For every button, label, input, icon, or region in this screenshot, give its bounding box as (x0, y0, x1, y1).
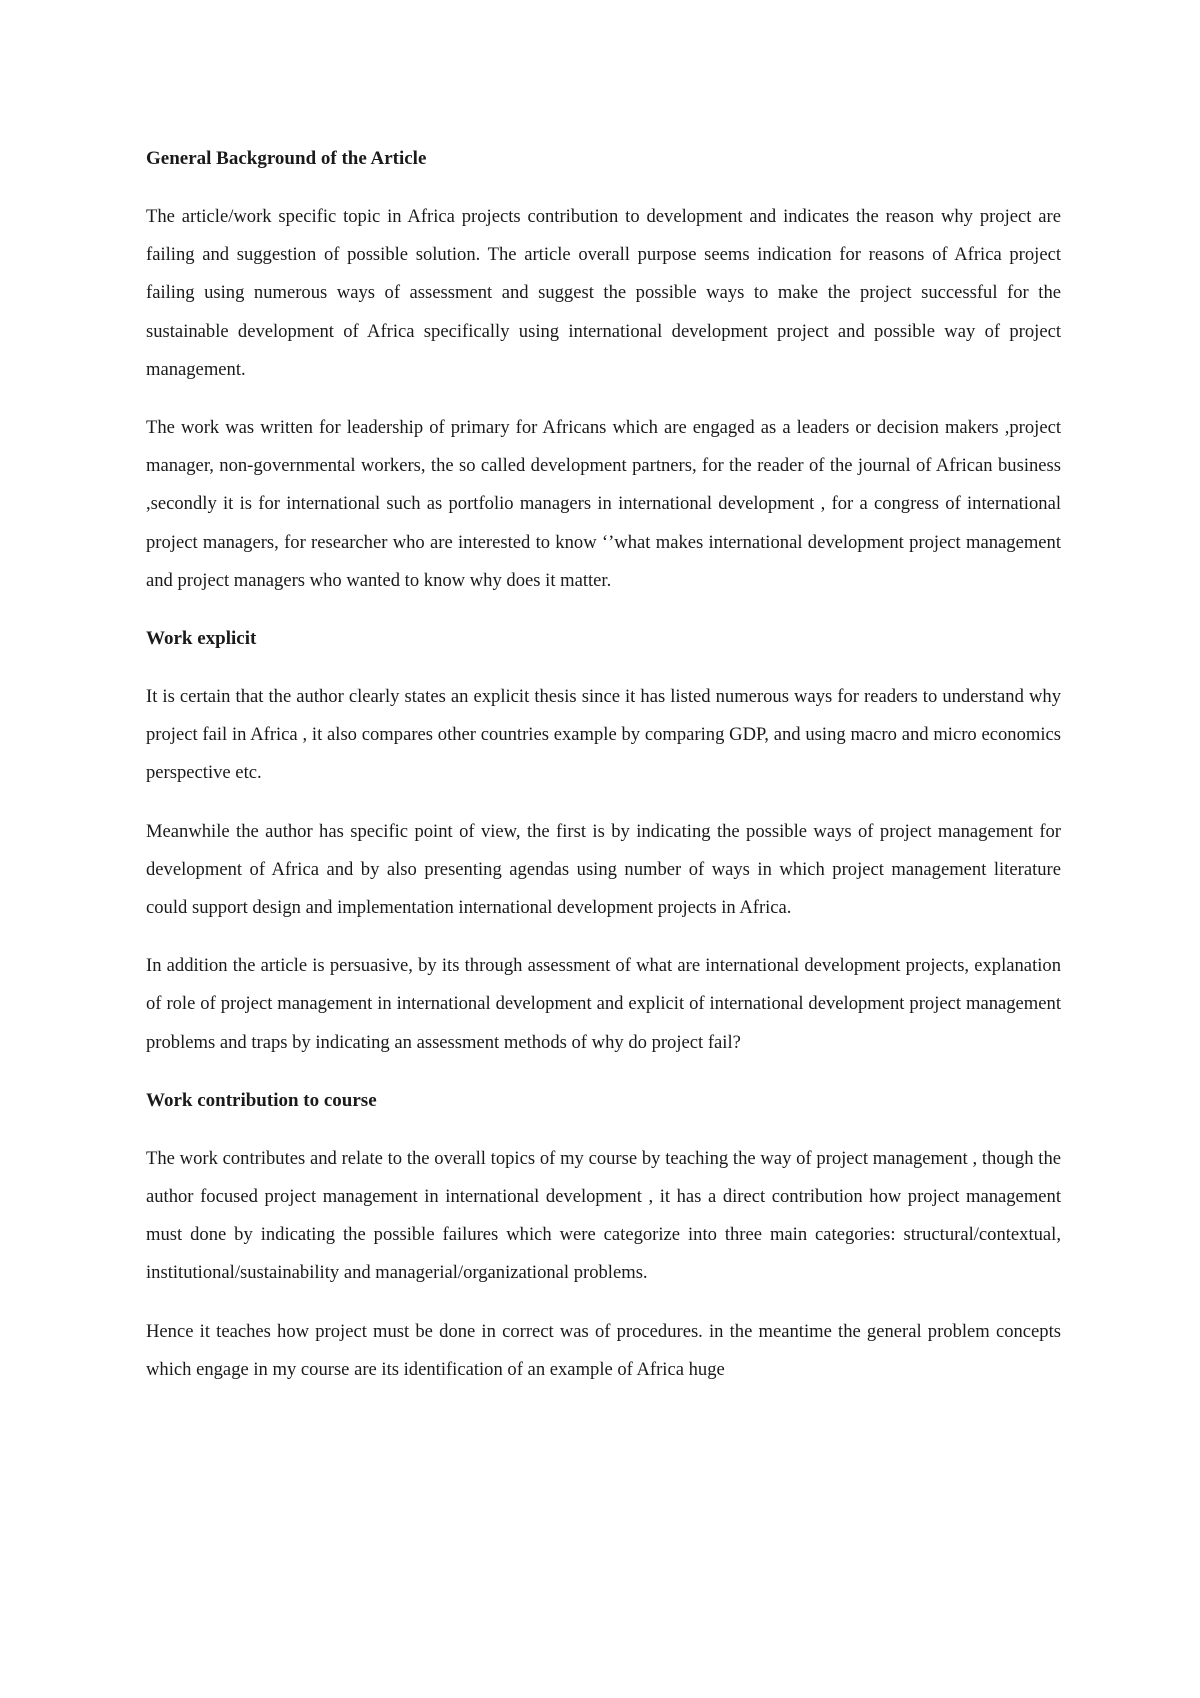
paragraph: The work was written for leadership of primary for Africans which are engaged as a leaders or decision makers ,project manager, non-governmental workers, the so called development partners, for the reader of the journal of African business ,secondly it is for international such as portfolio managers in international development , for a congress of international project managers, for researcher who are interested to know ‘’what makes international development project management and project managers who wanted to know why does it matter. (146, 417, 1061, 591)
paragraph: Hence it teaches how project must be done in correct was of procedures. in the meantime the general problem concepts which engage in my course are its identification of an example of Africa huge (146, 1320, 1061, 1380)
paragraph: The article/work specific topic in Africa projects contribution to development and indicates the reason why project are failing and suggestion of possible solution. The article overall purpose seems indication for reasons of Africa project failing using numerous ways of assessment and suggest the possible ways to make the project successful for the sustainable development of Africa specifically using international development project and possible way of project management. (146, 206, 1061, 380)
section-heading-work-explicit: Work explicit (146, 628, 257, 650)
paragraph: In addition the article is persuasive, by its through assessment of what are international development projects, explanation of role of project management in international development and explicit of international development project management problems and traps by indicating an assessment methods of why do project fail? (146, 955, 1061, 1053)
paragraph: Meanwhile the author has specific point of view, the first is by indicating the possible ways of project management for development of Africa and by also presenting agendas using number of ways in which project management literature could support design and implementation international development projects in Africa. (146, 820, 1061, 919)
section-heading-work-contribution: Work contribution to course (146, 1089, 377, 1111)
paragraph: It is certain that the author clearly states an explicit thesis since it has listed numerous ways for readers to understand why project fail in Africa , it also compares other countries example by comparing GDP, and using macro and micro economics perspective etc. (146, 686, 1061, 784)
section-heading-general-background: General Background of the Article (146, 148, 427, 169)
paragraph: The work contributes and relate to the overall topics of my course by teaching the way of project management , though the author focused project management in international development , it has a direct contribution how project management must done by indicating the possible failures which were categorize into three main categories: structural/contextual, institutional/sustainability and managerial/organizational problems. (146, 1147, 1061, 1284)
